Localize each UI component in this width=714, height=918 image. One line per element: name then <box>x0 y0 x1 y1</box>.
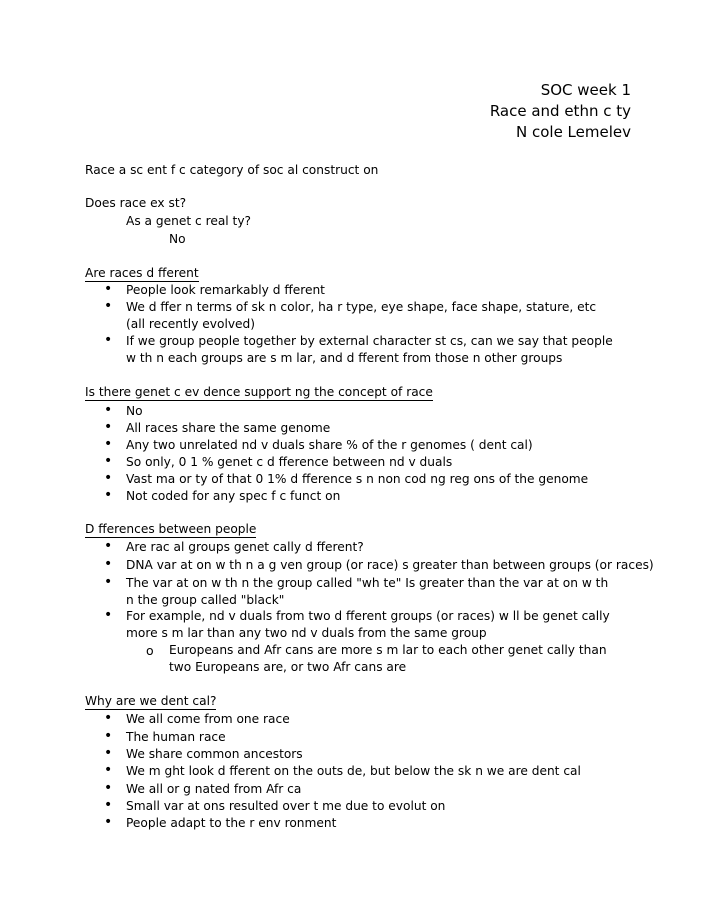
bullet-icon <box>104 762 112 778</box>
list-item: We d ffer n terms of sk n color, ha r type, eye shape, face shape, stature, etc (all recently evolved) <box>126 300 597 331</box>
section-heading-genetic: Is there genet c ev dence support ng the concept of race <box>85 385 433 399</box>
exist-question: Does race ex st? <box>85 196 187 210</box>
list-item: If we group people together by external character st cs, can we say that people w th n each groups are s m lar, and d fferent from those n other groups <box>126 334 613 365</box>
bullet-icon <box>104 745 112 761</box>
bullet-icon <box>104 298 112 314</box>
list-item: We m ght look d fferent on the outs de, but below the sk n we are dent cal <box>126 764 581 778</box>
sub-bullet-icon: o <box>146 643 154 658</box>
bullet-icon <box>104 797 112 813</box>
bullet-icon <box>104 780 112 796</box>
list-item: DNA var at on w th n a g ven group (or race) s greater than between groups (or races) <box>126 558 654 572</box>
list-item: So only, 0 1 % genet c d fference between nd v duals <box>126 455 453 469</box>
list-item: The var at on w th n the group called "wh te" Is greater than the var at on w th n the group called "black" <box>126 576 609 607</box>
bullet-icon <box>104 710 112 726</box>
list-item: We all or g nated from Afr ca <box>126 782 302 796</box>
bullet-icon <box>104 419 112 435</box>
bullet-icon <box>104 607 112 623</box>
bullet-icon <box>104 470 112 486</box>
bullet-icon <box>104 281 112 297</box>
list-item: The human race <box>126 730 226 744</box>
bullet-icon <box>104 332 112 348</box>
section-heading-differences: D fferences between people <box>85 522 257 536</box>
list-item: People look remarkably d fferent <box>126 283 325 297</box>
list-item: Small var at ons resulted over t me due to evolut on <box>126 799 446 813</box>
list-sub-item: Europeans and Afr cans are more s m lar to each other genet cally than two Europeans are, or two Afr cans are <box>169 643 607 674</box>
bullet-icon <box>104 402 112 418</box>
doc-course-title: SOC week 1 <box>540 81 631 99</box>
exist-answer: No <box>169 232 186 246</box>
doc-topic-title: Race and ethn c ty <box>489 102 631 120</box>
bullet-icon <box>104 574 112 590</box>
list-item: Any two unrelated nd v duals share % of the r genomes ( dent cal) <box>126 438 533 452</box>
list-item: Vast ma or ty of that 0 1% d fference s n non cod ng reg ons of the genome <box>126 472 589 486</box>
bullet-icon <box>104 453 112 469</box>
list-item: All races share the same genome <box>126 421 331 435</box>
doc-author: N cole Lemelev <box>515 123 631 141</box>
list-item: We all come from one race <box>126 712 290 726</box>
list-item: We share common ancestors <box>126 747 303 761</box>
list-item: Are rac al groups genet cally d fferent? <box>126 540 364 554</box>
section-heading-different: Are races d fferent <box>85 266 199 280</box>
bullet-icon <box>104 436 112 452</box>
bullet-icon <box>104 728 112 744</box>
list-item: People adapt to the r env ronment <box>126 816 337 830</box>
bullet-icon <box>104 814 112 830</box>
list-item: No <box>126 404 143 418</box>
bullet-icon <box>104 487 112 503</box>
list-item: Not coded for any spec f c funct on <box>126 489 341 503</box>
bullet-icon <box>104 538 112 554</box>
list-item: For example, nd v duals from two d fferent groups (or races) w ll be genet cally more s m lar than any two nd v duals from the same group <box>126 609 610 640</box>
intro-line: Race a sc ent f c category of soc al construct on <box>85 163 379 177</box>
section-heading-identical: Why are we dent cal? <box>85 694 217 708</box>
exist-subquestion: As a genet c real ty? <box>126 214 252 228</box>
bullet-icon <box>104 556 112 572</box>
